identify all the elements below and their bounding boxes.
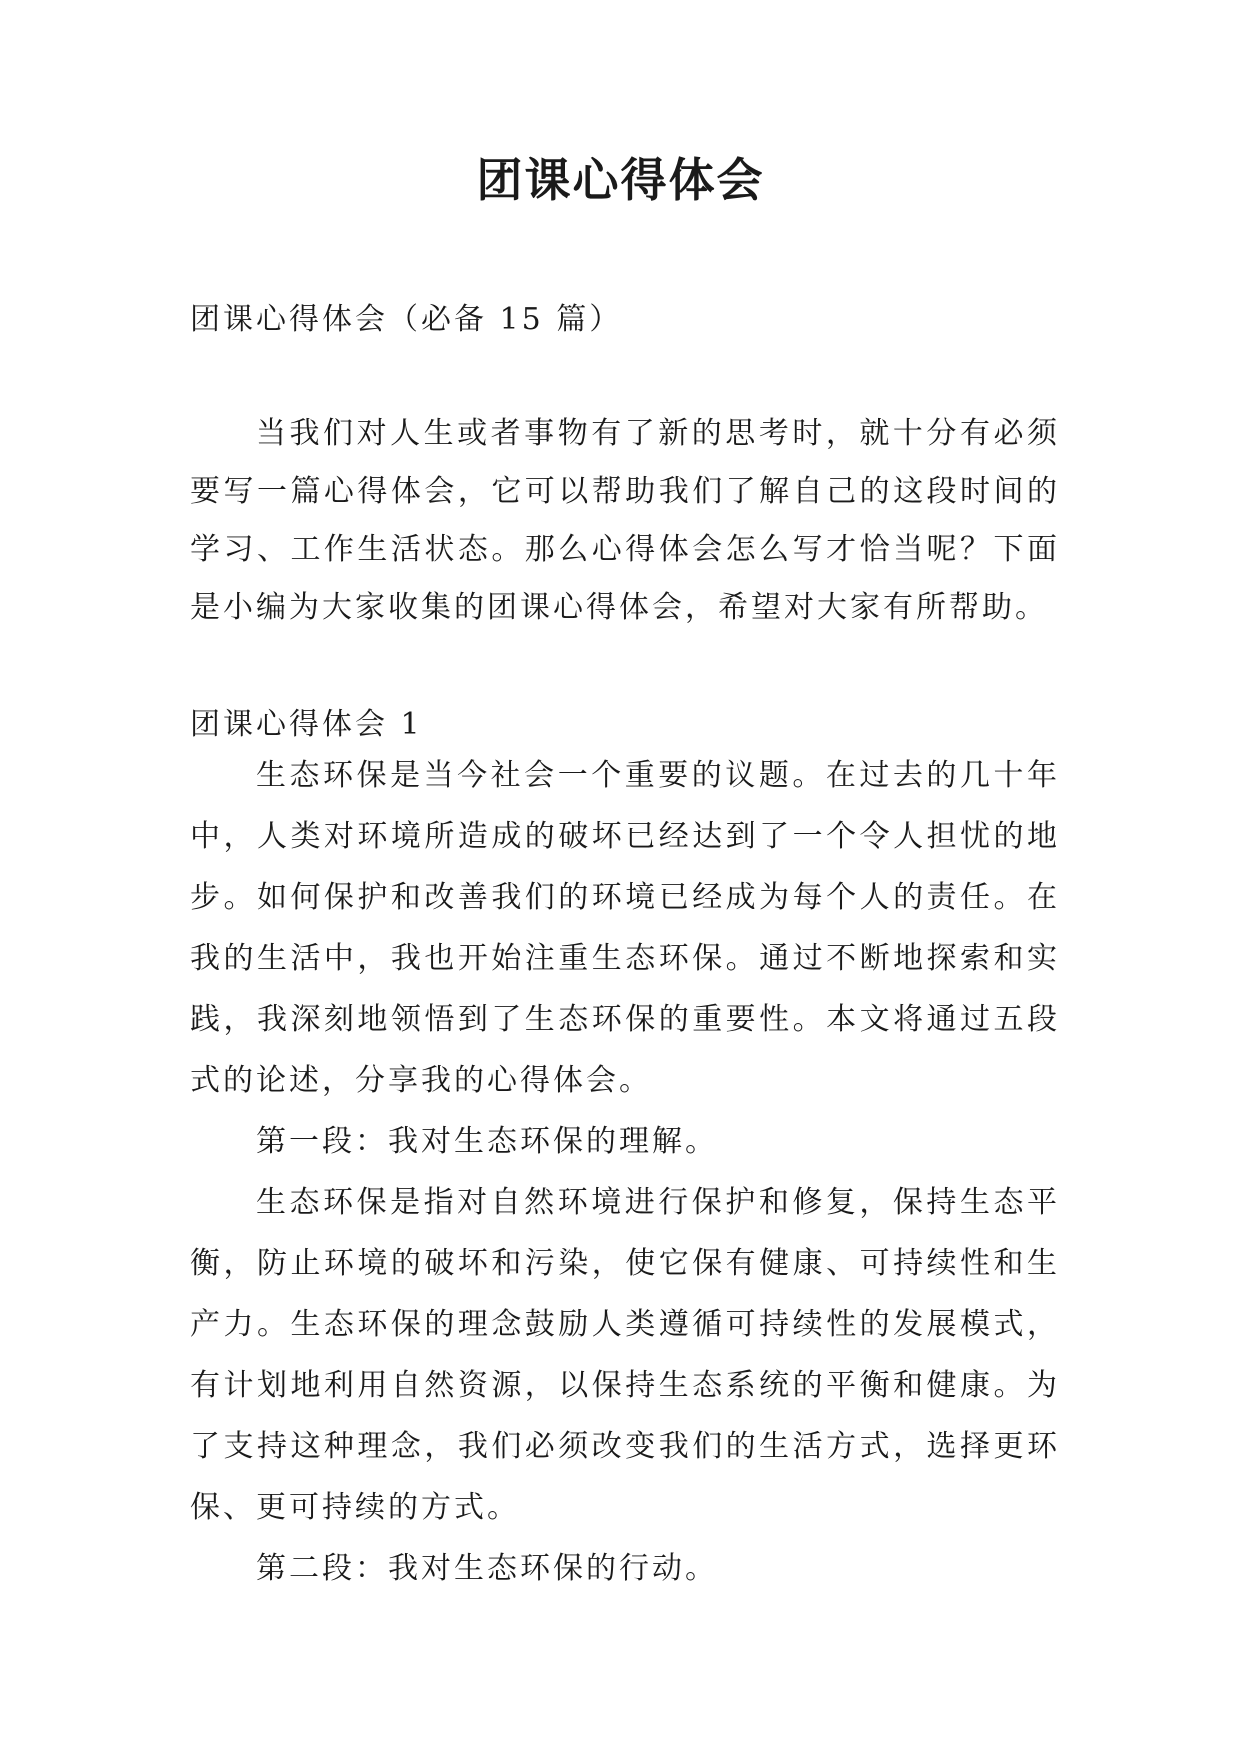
document-title: 团课心得体会 <box>476 153 765 207</box>
body-paragraph-heading: 第一段：我对生态环保的理解。 <box>256 1124 718 1159</box>
body-paragraph: 生态环保是当今社会一个重要的议题。在过去的几十年中，人类对环境所造成的破坏已经达到了一个令人担忧的地步。如何保护和改善我们的环境已经成为每个人的责任。在我的生活中，我也开始注重生态环保。通过不断地探索和实践，我深刻地领悟到了生态环保的重要性。本文将通过五段式的论述，分享我的心得体会。 <box>190 758 1060 1098</box>
body-paragraph: 生态环保是指对自然环境进行保护和修复，保持生态平衡，防止环境的破坏和污染，使它保有健康、可持续性和生产力。生态环保的理念鼓励人类遵循可持续性的发展模式，有计划地利用自然资源，以保持生态系统的平衡和健康。为了支持这种理念，我们必须改变我们的生活方式，选择更环保、更可持续的方式。 <box>190 1185 1060 1525</box>
intro-block <box>190 405 1060 637</box>
body-paragraph-heading: 第二段：我对生态环保的行动。 <box>256 1551 718 1586</box>
section-body <box>190 745 1060 1599</box>
intro-paragraph: 当我们对人生或者事物有了新的思考时，就十分有必须要写一篇心得体会，它可以帮助我们了解自己的这段时间的学习、工作生活状态。那么心得体会怎么写才恰当呢？下面是小编为大家收集的团课心得体会，希望对大家有所帮助。 <box>190 416 1060 625</box>
document-subtitle: 团课心得体会（必备 15 篇） <box>190 302 623 337</box>
section-heading: 团课心得体会 1 <box>190 707 423 742</box>
